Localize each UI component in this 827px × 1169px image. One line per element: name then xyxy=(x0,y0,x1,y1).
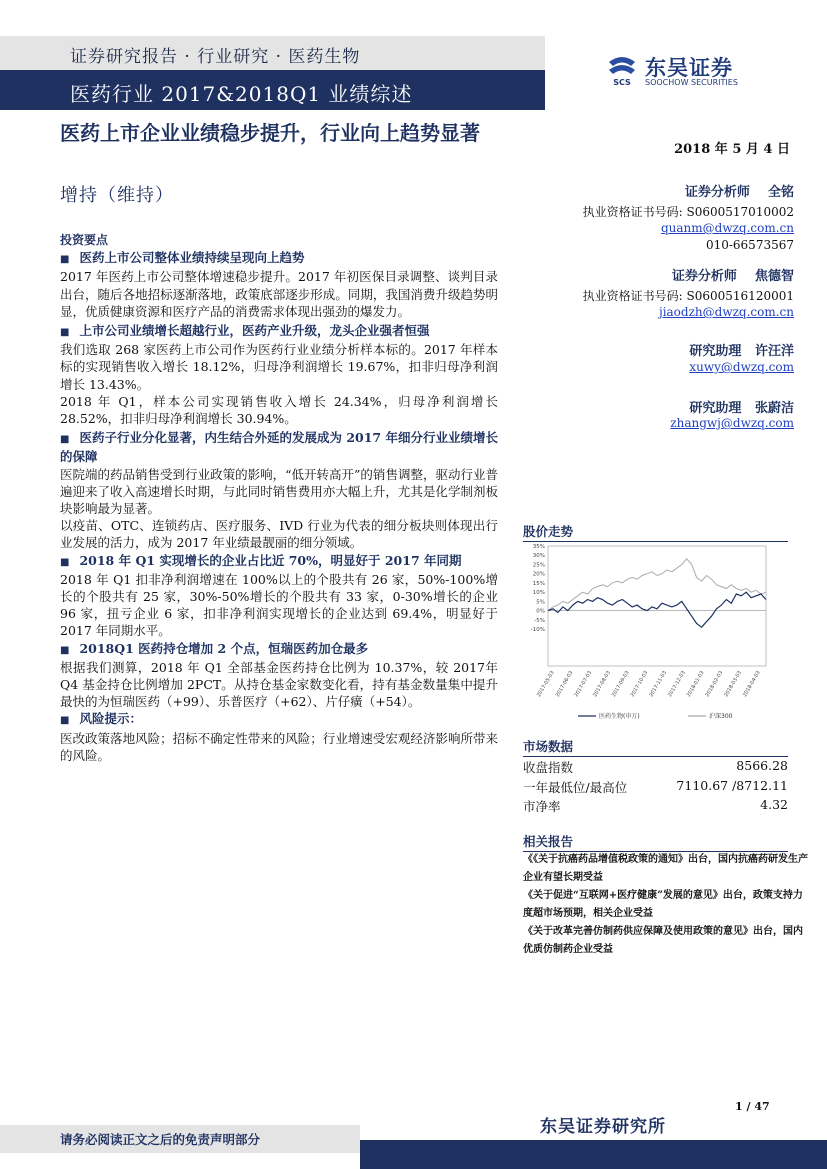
paragraph-3: 2018 年 Q1，样本公司实现销售收入增长 24.34%，归母净利润增长 28.52%，扣非归母净利润增长 30.94%。 xyxy=(60,393,498,427)
highlights-heading: 投资要点 xyxy=(60,233,109,247)
related-section-title: 相关报告 xyxy=(523,832,788,852)
analyst-2-cert: 执业资格证书号码: S0600516120001 xyxy=(582,289,794,303)
paragraph-7: 根据我们测算，2018 年 Q1 全部基金医药持仓比例为 10.37%，较 2017年 Q4 基金持仓比例增加 2PCT。从持仓基金家数变化看，持有基金数量集中提升最快的为恒瑞医药（+99）、乐普医疗（+62）、片仔癀（+54）。 xyxy=(60,659,498,710)
chart-section-title: 股价走势 xyxy=(523,522,788,542)
y-tick-label: 20% xyxy=(532,571,545,578)
series-line-0 xyxy=(548,592,766,627)
x-tick-label: 2017-10-03 xyxy=(629,670,650,699)
x-tick-label: 2017-09-03 xyxy=(610,670,631,699)
analyst-2-name: 焦德智 xyxy=(754,269,794,284)
x-tick-label: 2017-07-03 xyxy=(573,670,594,699)
bullet-3: ■ 医药子行业分化显著，内生结合外延的发展成为 2017 年细分行业业绩增长的保障 xyxy=(60,429,498,465)
logo-icon xyxy=(605,52,639,86)
bullet-1: ■ 医药上市公司整体业绩持续呈现向上趋势 xyxy=(60,249,498,268)
y-tick-label: 0% xyxy=(536,608,545,615)
analyst-4-header xyxy=(689,397,794,416)
company-logo xyxy=(605,50,775,90)
report-title: 医药上市企业业绩稳步提升，行业向上趋势显著 xyxy=(60,121,480,145)
paragraph-4: 医院端的药品销售受到行业政策的影响，“低开转高开”的销售调整，驱动行业普遍迎来了收入高速增长时期，与此同时销售费用亦大幅上升，尤其是化学制剂板块影响最为显著。 xyxy=(60,466,498,517)
y-tick-label: 25% xyxy=(532,562,545,569)
investment-highlights xyxy=(60,232,498,764)
analyst-2-role: 证券分析师 xyxy=(671,269,737,284)
market-row xyxy=(523,796,788,815)
analyst-1-name: 全铭 xyxy=(767,185,794,200)
related-report-item[interactable]: 《关于改革完善仿制药供应保障及使用政策的意见》出台，国内优质仿制药企业受益 xyxy=(523,926,803,955)
analyst-1-header xyxy=(685,181,794,200)
y-tick-label: 10% xyxy=(532,590,545,597)
paragraph-6: 2018 年 Q1 扣非净利润增速在 100%以上的个股共有 26 家，50%-100%增长的个股共有 25 家，30%-50%增长的个股共有 33 家，0-30%增长的企业 96 家，扭亏企业 6 家，扣非净利润实现增长的企业达到 69.4%，明显好于 2017 年同期水平。 xyxy=(60,571,498,639)
market-section-title: 市场数据 xyxy=(523,737,788,757)
legend-label: 医药生物(申万) xyxy=(599,713,640,720)
footer-disclaimer-bar xyxy=(0,1125,360,1153)
y-tick-label: 30% xyxy=(532,553,545,560)
paragraph-1: 2017 年医药上市公司整体增速稳步提升。2017 年初医保目录调整、谈判目录出台，随后各地招标逐渐落地，政策底部逐步形成。同期，我国消费升级趋势明显，优质健康资源和医疗产品的消费需求体现出强劲的爆发力。 xyxy=(60,269,498,319)
analyst-1-role: 证券分析师 xyxy=(684,185,750,200)
analyst-2-email[interactable]: jiaodzh@dwzq.com.cn xyxy=(658,305,794,319)
y-tick-label: -10% xyxy=(530,627,545,634)
analyst-1-cert: 执业资格证书号码: S0600517010002 xyxy=(582,205,794,219)
market-value: 4.32 xyxy=(760,797,788,812)
bullet-6: ■ 风险提示： xyxy=(60,710,498,729)
stock-trend-chart xyxy=(520,540,788,720)
disclaimer: 请务必阅读正文之后的免责声明部分 xyxy=(60,1132,261,1147)
report-name: 医药行业 2017&2018Q1 业绩综述 xyxy=(70,82,413,106)
y-tick-label: -5% xyxy=(534,617,545,624)
market-key: 收盘指数 xyxy=(523,760,574,775)
analyst-4-email[interactable]: zhangwj@dwzq.com xyxy=(670,416,794,430)
market-value: 7110.67 /8712.11 xyxy=(676,778,788,793)
x-tick-label: 2017-08-03 xyxy=(592,670,612,699)
x-tick-label: 2018-02-03 xyxy=(704,670,725,699)
footer-bar xyxy=(360,1140,827,1169)
analyst-1-phone: 010-66573567 xyxy=(705,238,794,252)
logo-mark: SCS xyxy=(613,78,631,86)
x-tick-label: 2017-06-03 xyxy=(554,670,575,699)
analyst-1-email[interactable]: quanm@dwzq.com.cn xyxy=(660,221,794,235)
analyst-4-name: 张蔚洁 xyxy=(754,401,794,416)
x-tick-label: 2017-11-03 xyxy=(648,670,669,699)
market-row xyxy=(523,777,788,796)
analyst-3-header xyxy=(689,340,794,359)
y-tick-label: 5% xyxy=(536,599,545,606)
bullet-4: ■ 2018 年 Q1 实现增长的企业占比近 70%，明显好于 2017 年同期 xyxy=(60,552,498,571)
header-category: 证券研究报告 · 行业研究 · 医药生物 xyxy=(70,47,361,67)
market-value: 8566.28 xyxy=(736,758,788,773)
institute-name: 东吴证券研究所 xyxy=(540,1117,666,1137)
rating: 增持（维持） xyxy=(60,185,174,206)
legend-label: 沪深300 xyxy=(709,713,733,720)
market-key: 市净率 xyxy=(523,799,561,814)
logo-en: SOOCHOW SECURITIES xyxy=(645,78,738,87)
paragraph-8: 医改政策落地风险；招标不确定性带来的风险；行业增速受宏观经济影响所带来的风险。 xyxy=(60,730,498,763)
analyst-3-role: 研究助理 xyxy=(689,344,742,359)
y-tick-label: 15% xyxy=(532,580,545,587)
bullet-2: ■ 上市公司业绩增长超越行业，医药产业升级，龙头企业强者恒强 xyxy=(60,322,498,341)
x-tick-label: 2018-03-03 xyxy=(723,670,744,699)
market-key: 一年最低位/最高位 xyxy=(523,780,628,795)
logo-cn: 东吴证券 xyxy=(645,56,733,80)
x-tick-label: 2017-05-03 xyxy=(536,670,556,699)
header-category-bar xyxy=(0,36,545,70)
page-number: 1 / 47 xyxy=(735,1100,770,1113)
analyst-2-header xyxy=(672,265,794,284)
x-tick-label: 2018-04-03 xyxy=(742,670,762,699)
analyst-4-role: 研究助理 xyxy=(689,401,742,416)
x-tick-label: 2018-01-03 xyxy=(685,670,706,699)
paragraph-2: 我们选取 268 家医药上市公司作为医药行业业绩分析样本标的。2017 年样本标的实现销售收入增长 18.12%，归母净利润增长 19.67%，扣非归母净利润增长 13.43%。 xyxy=(60,342,498,392)
chart-frame xyxy=(548,546,766,666)
paragraph-5: 以疫苗、OTC、连锁药店、医疗服务、IVD 行业为代表的细分板块则体现出行业发展的活力，成为 2017 年业绩最靓丽的细分领域。 xyxy=(60,518,498,551)
x-tick-label: 2017-12-03 xyxy=(667,670,687,699)
related-report-item[interactable]: 《关于促进“互联网+医疗健康”发展的意见》出台，政策支持力度超市场预期，相关企业受益 xyxy=(523,890,803,919)
report-date: 2018 年 5 月 4 日 xyxy=(674,142,790,157)
analyst-3-name: 许汪洋 xyxy=(754,344,794,359)
related-report-item[interactable]: 《《关于抗癌药品增值税政策的通知》出台，国内抗癌药研发生产企业有望长期受益 xyxy=(523,854,808,883)
bullet-5: ■ 2018Q1 医药持仓增加 2 个点，恒瑞医药加仓最多 xyxy=(60,640,498,659)
header-title-bar xyxy=(0,70,545,110)
analyst-3-email[interactable]: xuwy@dwzq.com xyxy=(689,360,794,374)
y-tick-label: 35% xyxy=(532,544,545,550)
market-row xyxy=(523,757,788,776)
related-reports-list xyxy=(523,851,808,959)
